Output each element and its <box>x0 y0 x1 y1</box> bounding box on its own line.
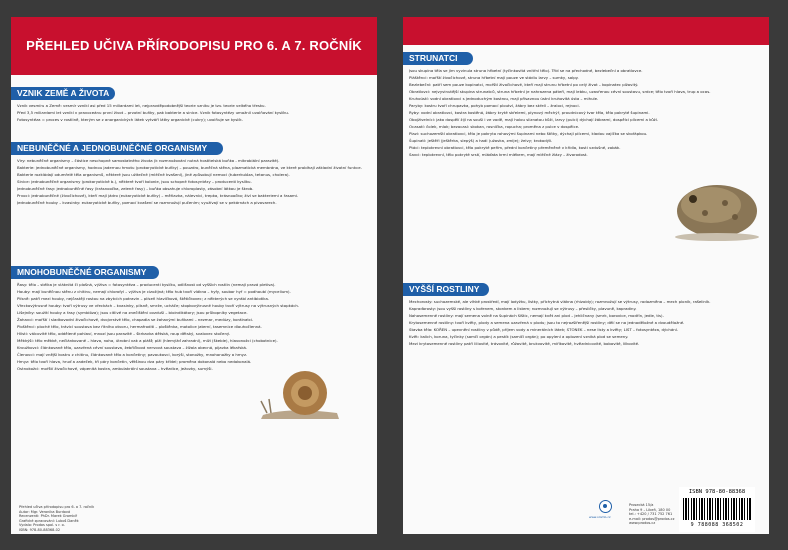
text-line: Řasy: tělo – stélka je vláknitá či plošná, výživa = fotosyntéza – producenti kyslíku, odlišnost od vyšších rostlin (nemají pravá pletiva). <box>17 282 276 287</box>
address-line: www.prodos.cz <box>629 521 656 526</box>
text-line: Bakterie: jednobuněčné organismy, hodnou jadernou hmotu (prokaryotické buňky) – pouzdro, buněčná stěna, plazmatická membrána, ve které probíhají základní životní funkce. <box>17 165 362 170</box>
text-line: Ploštěnci: ploché tělo, trávicí soustava bez řitního otvoru, hermafroditi – ploštěnka, motolice jaterní, tasemnice dlouhočlenná. <box>17 324 262 329</box>
text-line: Jsou skupina těla se jim vyvinula struna hřbetní (tyčinkovitá vnitřní tělo). Tříd se na přechodné, bezlebeční a obratlovce. <box>409 68 643 73</box>
publisher-address <box>629 503 679 526</box>
text-line: Prvoci: jednobuněčné (živočichové), kteří mají jádro (eukaryotické buňky) – měňavka, nálevníci, trepka, krásnoočko; živí se bakteriemi a řasami. <box>17 193 299 198</box>
text-line: Sinice: jednobuněčné organismy (prokaryotické b.), některé tvoří kolonie, jsou schopné fotosyntézy – producenti kyslíku. <box>17 179 252 184</box>
address-line: Praha 9 – Libeň, 180 00 <box>629 507 671 512</box>
section-heading: MNOHOBUNĚČNÉ ORGANISMY <box>11 266 159 279</box>
text-line: Jednobuněčné řasy: jednobuněčné řasy (krásnoočka, zelené řasy) – buňka obsahuje chloroplasty, zásobní látkou je škrob. <box>17 186 254 191</box>
snail-image <box>259 363 341 421</box>
text-line: Jednobuněčné houby – kvasinky: eukaryotické buňky, pomocí kvašení se rozmnožují pučením; využívají se v pekárnách a pivovarech. <box>17 200 277 205</box>
text-line: Hmyz: tělo tvoří hlava, hruď a zadeček, tři páry končetin, většinou dva páry křídel; proměna dokonalá nebo nedokonalá. <box>17 359 252 364</box>
top-band <box>403 17 769 45</box>
toad-eye <box>689 195 697 203</box>
text-line: Kroužkovci: článkované tělo, uzavřená cévní soustava, žebříčková nervová soustava – žížala obecná, pijavka lékařská. <box>17 345 248 350</box>
section-heading: STRUNATCI <box>403 52 473 65</box>
text-line: Plísně: patří mezi houby, nejčastěji rostou na zbytcích potravin – plíseň hlavičková, štětičkovec; z některých se vyrábí antibiotika. <box>17 296 270 301</box>
text-line: Stavba těla: KOŘEN – upevnění rostliny v půdě, příjem vody a minerálních látek; STONEK – nese listy a květy; LIST – fotosyntéza, dýchání. <box>409 327 678 332</box>
barcode <box>679 487 755 532</box>
text-line: Nahosemenné rostliny: mají semena volně na šupinách šištic, nemají květ ani plod – jehličnany (smrk, borovice, modřín, jedle, tis). <box>409 313 664 318</box>
text-line: Bezlebeční: patří sem pouze kopinatci, mořští živočichové, kteří mají strunu hřbetní po celý život – kopinatec plžovitý. <box>409 82 639 87</box>
text-line: Lišejníky: soužití houby a řasy (symbióza); jsou citlivé na znečištění ovzduší – bioindikátory; jsou průkopníky vegetace. <box>17 310 248 315</box>
text-line: Houby: mají buněčnou stěnu z chitinu, nemají chlorofyl – výživa je cizožijná; tělo hub tvoří vlákna – hyfy, soubor hyf = podhoubí (mycelium). <box>17 289 291 294</box>
section-heading: VZNIK ZEMĚ A ŽIVOTA <box>11 87 115 100</box>
text-line: Květ: kalich, koruna, tyčinky (samčí orgán) a pestík (samičí orgán); po opylení a oplození vzniká plod se semeny. <box>409 334 629 339</box>
text-line: Členovci: mají vnější kostru z chitinu, článkované tělo a končetiny; pavoukovci, korýši, stonožky, mnohonožky a hmyz. <box>17 352 248 357</box>
barcode-digits: 9 788088 368502 <box>690 522 744 528</box>
text-line: Kruhoústí: vodní obratlovci s jednoduchým kostrou, mají přísavnou ústní kruhovitá ústa – mihule. <box>409 96 599 101</box>
section-body <box>409 299 763 479</box>
section-heading: VYŠŠÍ ROSTLINY <box>403 283 489 296</box>
text-line: Fotosyntéza = proces v rostlině, kterým se z anorganických látek vytváří látky organické (cukry); uvolňuje se kyslík. <box>17 117 243 122</box>
address-line: tel.: +420 / 731 752 761 <box>629 512 673 517</box>
text-line: Obratlovci: nejvyvinutější skupina strunatců, struna hřbetní je nahrazena páteří, mají lebku, uzavřenou cévní soustavu, srdce; tělo tvoří hlava, trup a ocas. <box>409 89 711 94</box>
text-line: Kapraďorosty: jsou vyšší rostliny s kořenem, stonkem a listem; rozmnožují se výtrusy – přesličky, plavuně, kapradiny. <box>409 306 637 311</box>
text-line: Ostnokožci: mořští živočichové, vápenitá kostra, ambulakrální soustava – hvězdice, ježovky, sumýši. <box>17 366 213 371</box>
address-line: Prosecká 15/a <box>629 503 654 507</box>
page-title: PŘEHLED UČIVA PŘÍRODOPISU PRO 6. A 7. ROČNÍK <box>26 38 362 53</box>
text-line: Bakterie rozkládají odumřelé těla organismů, některé jsou užitečné (mléčné kvašení), jiné způsobují nemoci (tuberkulóza, tetanus, cholera). <box>17 172 290 177</box>
text-line: Pláštěnci: mořští živočichové, struna hřbetní mají pouze ve stádiu larvy – sumky, salpy. <box>409 75 579 80</box>
text-line: Paryby: kostru tvoří chrupavka, pohyb pomocí ploutví, žábry bez skřelí – žraloci, rejnoci. <box>409 103 580 108</box>
text-line: Plazi: suchozemští obratlovci, tělo je pokryto rohovými šupinami nebo štítky, dýchají plícemi, kladou vajíčka se skořápkou. <box>409 131 648 136</box>
text-line: Hlísti: válcovité tělo, oddělené pohlaví, mnozí jsou parazité – škrkavka dětská, roup dětský, svalovec stočený. <box>17 331 230 336</box>
colophon-line: Grafické zpracování: Luboš Daněk <box>19 518 79 523</box>
colophon-line: Přehled učiva přírodopisu pro 6. a 7. ročník <box>19 505 95 509</box>
text-line: Mezi krytosemenné rostliny patří liliovité, trávovité, růžovité, brukvovité, miříkovité, hvězdnicovité, bobovité, lilkovité. <box>409 341 640 346</box>
text-line: Viry: nebuněčné organismy – částice neschopné samostatného života (k rozmnožování nutná hostitelská buňka - mikrobiální parazité). <box>17 158 280 163</box>
publisher-url: www.olomb.cz <box>589 515 611 519</box>
text-line: Obojživelníci: jako dospělí žijí na souši i ve vodě, mají holou sliznatou kůži, larvy (pulci) dýchají žábrami, dospělci plícemi a kůží. <box>409 117 659 122</box>
left-sheet <box>11 17 377 534</box>
section-body <box>17 158 371 262</box>
text-line: Ryby: vodní obratlovci, kostra kostěná, žábry kryté skřelemi, plynový měchýř, proudnicový tvar těla, tělo pokryté šupinami. <box>409 110 650 115</box>
text-line: Měkkýši: tělo měkké, nečlánkované – hlava, noha, útrobní vak a plášť; plži (hlemýžď zahradní), mlži (škeble), hlavonožci (chobotnice). <box>17 338 278 343</box>
colophon-line: Vydalo: Prodos spol. s r. o. <box>19 523 65 528</box>
text-line: Savci: teplokrevní, tělo pokryté srstí, mláďata krmí mlékem, mají mléčné žlázy – živorodost. <box>409 152 588 157</box>
colophon-line: ISBN: 978-80-88368-02 <box>19 527 61 532</box>
text-line: Šupinatí: ještěři (ještěrka, slepýš) a hadi (užovka, zmije); želvy; krokodýli. <box>409 138 553 143</box>
text-line: Vřeckovýtrusné houby: tvoří výtrusy ve vřeckách – kvasinky, plísně, smrže, ucháče; stopkovýtrusné houby tvoří výtrusy na výtrusných stopkách. <box>17 303 300 308</box>
address-line: e-mail: prodos@prodos.cz <box>629 516 675 521</box>
colophon <box>19 505 199 533</box>
text-line: Krytosemenné rostliny: tvoří květy, plody a semena uzavřená v plodu; jsou to nejrozšířenější rostliny; dělí se na jednoděložné a dvouděložné. <box>409 320 685 325</box>
snail-tentacles <box>261 399 271 413</box>
text-line: Ocasatí: čolek, mlok; bezocasí: skokan, rosnička, ropucha; proměna z pulce v dospělce. <box>409 124 580 129</box>
text-line: Vznik vesmíru a Země: vesmír vznikl asi před 15 miliardami let, nejpravděpodobnější teorie vzniku je tzv. teorie velkého třesku. <box>17 103 266 108</box>
right-sheet <box>403 17 769 534</box>
colophon-line: Autor: Mgr. Veronika Burdová <box>19 509 71 514</box>
isbn-label: ISBN 978-80-88368 <box>688 489 746 495</box>
publisher-logo <box>599 500 612 513</box>
barcode-bars <box>683 498 751 520</box>
text-line: Žahavci: mořští i sladkovodní živočichové, dvojvrstvé tělo, chapadla se žahavými buňkami – nezmar, medúzy, korálnatci. <box>17 317 254 322</box>
section-body <box>17 103 371 137</box>
text-line: Před 3,5 miliardami let vznikl v pravoceánu první život – prvotní buňky, pak bakterie a sinice. Vznik fotosyntézy umožnil uvolňování kyslíku. <box>17 110 290 115</box>
colophon-line: Recenzenti: PhDr. Marek Grombíř <box>19 514 78 519</box>
toad-image <box>671 165 761 243</box>
text-line: Mechorosty: suchozemské, ale vlhké prostředí, mají lodyžku, lístky, příchytná vlákna (rhizoidy); rozmnožují se výtrusy, rodozměna – mech ploník, rašeliník. <box>409 299 711 304</box>
text-line: Ptáci: teplokrevní obratlovci, tělo pokryté peřím, přední končetiny přeměněné v křídla, kosti vzdušné, zobák. <box>409 145 621 150</box>
section-heading: NEBUNĚČNÉ A JEDNOBUNĚČNÉ ORGANISMY <box>11 142 223 155</box>
